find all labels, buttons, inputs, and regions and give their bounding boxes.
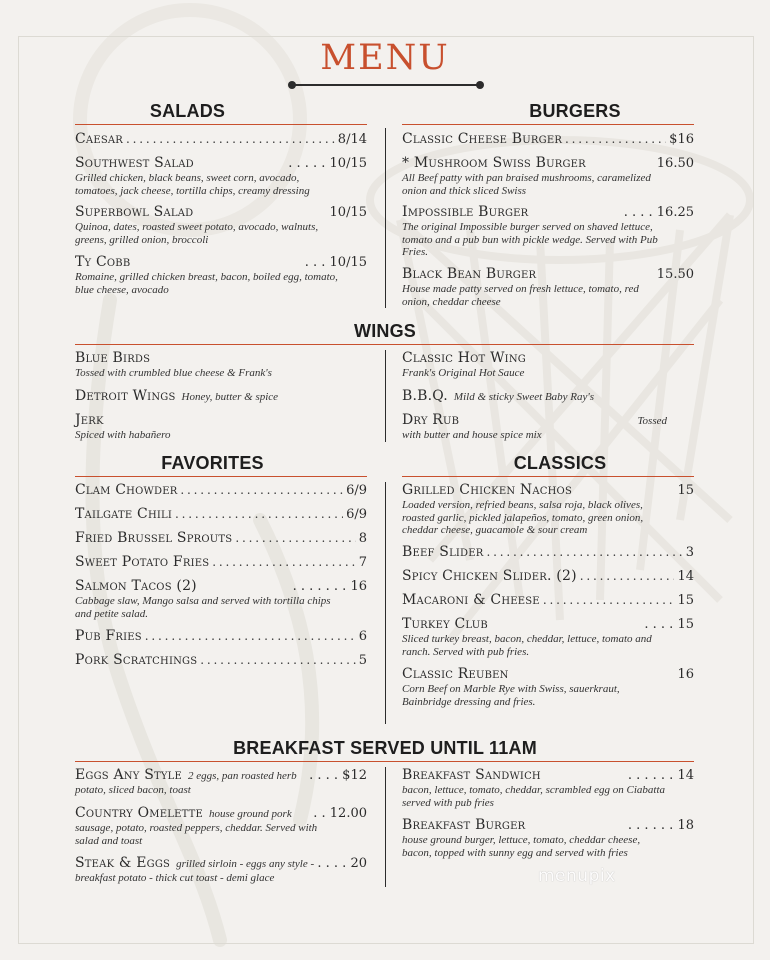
item-aside-note: Tossed	[637, 415, 667, 427]
menu-item-clam-chowder	[75, 482, 367, 498]
item-description: Sliced turkey breast, bacon, cheddar, lettuce, tomato and ranch. Served with pub fries.	[402, 633, 652, 658]
menu-item-blue-birds	[75, 350, 367, 380]
leader-dots	[580, 569, 675, 583]
item-price: 14	[677, 569, 694, 584]
item-name: Turkey Club	[402, 616, 488, 632]
item-price: 10/15	[329, 205, 367, 220]
item-name: Salmon Tacos (2)	[75, 578, 197, 594]
menu-item-sweet-potato-fries	[75, 554, 367, 570]
wings-rule	[75, 344, 694, 345]
item-price: 8/14	[337, 132, 367, 147]
menu-item-macaroni-cheese	[402, 592, 694, 608]
item-name: Impossible Burger	[402, 204, 529, 220]
item-description: sausage, potato, roasted peppers, cheddar. Served with salad and toast	[75, 822, 318, 847]
menu-item-classic-hot-wing	[402, 350, 694, 380]
item-name: Black Bean Burger	[402, 266, 537, 282]
menu-item-bbq-wings	[402, 388, 694, 404]
item-name: Pub Fries	[75, 628, 142, 644]
menu-item-jerk	[75, 412, 367, 442]
salads-rule	[75, 124, 367, 125]
leader-dots	[145, 629, 356, 643]
leader-dots	[487, 545, 683, 559]
item-name: Macaroni & Cheese	[402, 592, 540, 608]
item-name: B.B.Q.	[402, 388, 448, 404]
item-description: Corn Beef on Marble Rye with Swiss, sauerkraut, Bainbridge dressing and fries.	[402, 683, 620, 708]
item-name: Southwest Salad	[75, 155, 194, 171]
menu-item-detroit-wings	[75, 388, 367, 404]
leader-dots	[126, 132, 335, 146]
item-price: 15.50	[656, 267, 694, 282]
menu-item-pork-scratchings	[75, 652, 367, 668]
item-inline-description: grilled sirloin - eggs any style -	[176, 858, 315, 870]
item-name: Breakfast Burger	[402, 817, 526, 833]
item-description: with butter and house spice mix	[402, 429, 542, 441]
item-price: 7	[358, 555, 367, 570]
breakfast-rule	[75, 761, 694, 762]
favorites-rule	[75, 476, 367, 477]
column-divider	[385, 482, 386, 724]
burgers-heading: BURGERS	[529, 101, 621, 121]
item-name: Superbowl Salad	[75, 204, 194, 220]
item-description: Cabbage slaw, Mango salsa and served with tortilla chips and petite salad.	[75, 595, 331, 620]
item-name: Spicy Chicken Slider. (2)	[402, 568, 577, 584]
item-price: 5	[358, 653, 367, 668]
menu-item-black-bean-burger	[402, 266, 694, 308]
menu-item-superbowl-salad	[75, 204, 367, 246]
leader-dots	[175, 507, 343, 521]
item-description: bacon, lettuce, tomato, cheddar, scrambled egg on Ciabatta served with pub fries	[402, 784, 666, 809]
menu-item-tailgate-chili	[75, 506, 367, 522]
item-name: Country Omelette	[75, 805, 204, 821]
item-price: . . 12.00	[313, 806, 367, 821]
item-name: * Mushroom Swiss Burger	[402, 155, 586, 171]
item-name: Ty Cobb	[75, 254, 131, 270]
menu-item-impossible-burger	[402, 204, 694, 259]
item-description: Frank's Original Hot Sauce	[402, 367, 525, 379]
item-name: Fried Brussel Sprouts	[75, 530, 233, 546]
menu-title: MENU	[320, 38, 450, 78]
menu-item-steak-eggs	[75, 855, 367, 885]
salads-heading: SALADS	[149, 101, 226, 121]
item-name: Grilled Chicken Nachos	[402, 482, 573, 498]
menu-item-spicy-chicken-slider	[402, 568, 694, 584]
burgers-rule	[402, 124, 694, 125]
menu-item-eggs-any-style	[75, 767, 367, 797]
item-inline-description: 2 eggs, pan roasted herb	[188, 770, 297, 782]
item-description: All Beef patty with pan braised mushrooms, caramelized onion and thick sliced Swiss	[402, 172, 651, 197]
column-divider	[385, 767, 386, 887]
column-divider	[385, 350, 386, 442]
classics-rule	[402, 476, 694, 477]
item-price: . . . . . 10/15	[288, 156, 367, 171]
item-description: house ground burger, lettuce, tomato, cheddar cheese, bacon, topped with sunny egg and served with fries	[402, 834, 641, 859]
menu-item-breakfast-sandwich	[402, 767, 694, 809]
item-price: . . . . 15	[644, 617, 694, 632]
item-price: . . . 10/15	[304, 255, 367, 270]
menu-item-classic-reuben	[402, 666, 694, 708]
item-name: Tailgate Chili	[75, 506, 173, 522]
item-price: 16.50	[656, 156, 694, 171]
item-inline-description: Honey, butter & spice	[181, 391, 279, 403]
favorites-heading: FAVORITES	[161, 453, 264, 473]
leader-dots	[235, 531, 355, 545]
item-price: $16	[669, 132, 694, 147]
item-inline-description: Mild & sticky Sweet Baby Ray's	[453, 391, 595, 403]
item-description: Quinoa, dates, roasted sweet potato, avocado, walnuts, greens, grilled onion, broccoli	[75, 221, 319, 246]
menu-item-country-omelette	[75, 805, 367, 847]
item-name: Classic Hot Wing	[402, 350, 526, 366]
menu-item-breakfast-burger	[402, 817, 694, 859]
item-description: Tossed with crumbled blue cheese & Frank's	[75, 367, 272, 379]
menu-item-pub-fries	[75, 628, 367, 644]
menupix-watermark: menupix	[538, 866, 616, 886]
leader-dots	[212, 555, 355, 569]
item-name: Classic Cheese Burger	[402, 131, 563, 147]
item-price: . . . . 16.25	[623, 205, 694, 220]
item-description: potato, sliced bacon, toast	[75, 784, 191, 796]
item-name: Breakfast Sandwich	[402, 767, 541, 783]
item-name: Sweet Potato Fries	[75, 554, 210, 570]
menu-item-southwest-salad	[75, 155, 367, 197]
menu-item-turkey-club	[402, 616, 694, 658]
item-price: 3	[685, 545, 694, 560]
item-description: The original Impossible burger served on shaved lettuce, tomato and a pub bun with pickle wedge. Served with Pub Fries.	[402, 221, 658, 258]
item-price: 6/9	[346, 507, 367, 522]
item-name: Detroit Wings	[75, 388, 176, 404]
menu-item-ty-cobb	[75, 254, 367, 296]
item-price: 8	[358, 531, 367, 546]
item-description: Romaine, grilled chicken breast, bacon, boiled egg, tomato, blue cheese, avocado	[75, 271, 338, 296]
item-name: Clam Chowder	[75, 482, 178, 498]
menu-item-beef-slider	[402, 544, 694, 560]
wings-heading: WINGS	[354, 321, 416, 341]
leader-dots	[180, 483, 343, 497]
item-name: Steak & Eggs	[75, 855, 171, 871]
item-price: . . . . . . 14	[627, 768, 694, 783]
item-name: Caesar	[75, 131, 124, 147]
item-inline-description: house ground pork	[209, 808, 292, 820]
menu-item-mushroom-swiss-burger	[402, 155, 694, 197]
item-description: House made patty served on fresh lettuce, tomato, red onion, cheddar cheese	[402, 283, 639, 308]
leader-dots	[200, 653, 355, 667]
item-name: Blue Birds	[75, 350, 151, 366]
classics-heading: CLASSICS	[513, 453, 607, 473]
breakfast-heading: BREAKFAST SERVED UNTIL 11AM	[233, 738, 537, 758]
menu-item-dry-rub	[402, 412, 667, 442]
column-divider	[385, 128, 386, 308]
item-description: Grilled chicken, black beans, sweet corn, avocado, tomatoes, jack cheese, tortilla chips, creamy dressing	[75, 172, 310, 197]
menu-item-salmon-tacos	[75, 578, 367, 620]
item-name: Beef Slider	[402, 544, 484, 560]
item-name: Classic Reuben	[402, 666, 509, 682]
item-name: Eggs Any Style	[75, 767, 183, 783]
menu-item-classic-cheese-burger	[402, 131, 694, 147]
menu-item-fried-brussel-sprouts	[75, 530, 367, 546]
item-name: Pork Scratchings	[75, 652, 198, 668]
item-price: 16	[677, 667, 694, 682]
menu-item-caesar	[75, 131, 367, 147]
item-price: 6/9	[346, 483, 367, 498]
item-price: . . . . 20	[317, 856, 367, 871]
leader-dots	[565, 132, 666, 146]
menu-item-grilled-chicken-nachos	[402, 482, 694, 537]
item-description: Loaded version, refried beans, salsa roja, black olives, roasted garlic, pickled jalapeños, tomato, green onion, cheddar cheese, guacamole & sour cream	[402, 499, 644, 536]
item-price: 15	[677, 483, 694, 498]
item-price: 6	[358, 629, 367, 644]
item-price: 15	[677, 593, 694, 608]
item-price: . . . . . . 18	[627, 818, 694, 833]
item-price: . . . . . . . 16	[292, 579, 367, 594]
item-price: . . . . $12	[309, 768, 367, 783]
item-name: Dry Rub	[402, 412, 460, 428]
leader-dots	[543, 593, 675, 607]
title-divider	[292, 84, 480, 86]
item-description: breakfast potato - thick cut toast - demi glace	[75, 872, 275, 884]
item-name: Jerk	[75, 412, 104, 428]
item-description: Spiced with habañero	[75, 429, 171, 441]
